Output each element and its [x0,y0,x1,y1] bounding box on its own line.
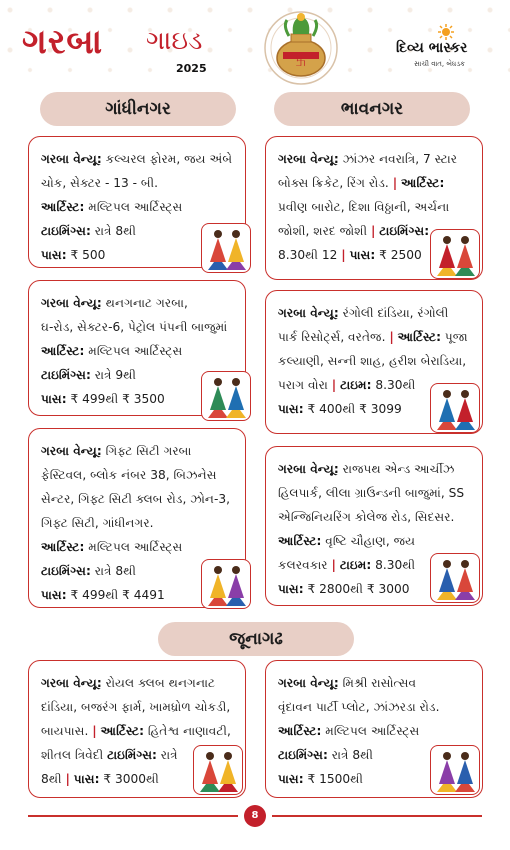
pass-label: પાસ: [349,248,376,262]
pass-label: પાસ: [73,772,100,786]
venue-card-gandhinagar-2 [28,280,246,416]
dancers-illustration [430,383,480,433]
timing-value: 8.30થી 12 [278,248,338,262]
venue-value-cont: બોક્સ ક્રિકેટ, રિંગ રોડ. [278,176,389,190]
time-value: 8.30થી [371,558,416,572]
time-label: ટાઇમ: [340,378,372,392]
separator: | [331,558,336,572]
timing-label: ટાઇમિંગ્સ: [41,368,91,382]
venue-card-gandhinagar-1 [28,136,246,268]
artist-value: મલ્ટિપલ આર્ટિસ્ટ્સ [84,540,183,554]
pass-value: ₹ 500 [66,248,106,262]
venue-card-text [41,291,227,411]
timing-label: ટાઇમિંગ્સ: [379,224,430,238]
artist-label: આર્ટિસ્ટ: [41,200,85,214]
pass-label: પાસ: [41,588,67,602]
venue-card-bhavnagar-3 [265,446,483,606]
venue-value-cont: વૃંદાવન પાર્ટી પ્લોટ, ઝાંઝરડા રોડ. [278,700,440,714]
timing-label: ટાઇમિંગ્સ: [41,564,91,578]
timing-value-cont: 8થી [41,772,62,786]
timing-value: રાત્રે 8થી [90,564,136,578]
artist-value-cont: કલરવકાર [278,558,328,572]
venue-value-cont: સેન્ટર, ગિફ્ટ સિટી ક્લબ રોડ, ઝોન-3, [41,492,231,506]
venue-value-cont: પાર્ક રિસોર્ટ્સ, વરતેજ. [278,330,386,344]
footer-divider-left [28,815,238,817]
artist-label: આર્ટિસ્ટ: [401,176,445,190]
artist-value: પૂજા [441,330,468,344]
venue-value: ગિફ્ટ સિટી ગરબા [101,444,192,458]
artist-value-cont: જોશી, શરદ જોશી [278,224,368,238]
timing-label: ટાઇમિંગ્સ: [278,748,328,762]
dancers-illustration [193,745,243,795]
artist-value-cont: શીતલ ત્રિવેદી [41,748,104,762]
pass-value: ₹ 2800થી ₹ 3000 [303,582,410,596]
venue-value: કલ્ચરલ ફોરમ, જય અંબે [101,152,233,166]
venue-value-cont: ચોક, સેક્ટર - 13 - બી. [41,176,159,190]
pass-value: ₹ 499થી ₹ 4491 [66,588,165,602]
header [0,0,510,86]
pass-value: ₹ 3000થી [99,772,159,786]
garbo-pot-icon [253,6,349,86]
pass-label: પાસ: [278,772,304,786]
separator: | [92,724,97,738]
venue-card-text [278,671,439,791]
artist-label: આર્ટિસ્ટ: [100,724,144,738]
artist-label: આર્ટિસ્ટ: [41,344,85,358]
svg-text:卐: 卐 [295,55,307,68]
venue-value: રાજપથ એન્ડ આર્ચીઝ [338,462,455,476]
pass-value: ₹ 2500 [375,248,422,262]
artist-value: મલ્ટિપલ આર્ટિસ્ટ્સ [84,344,183,358]
venue-card-junagadh-2 [265,660,483,798]
venue-value-cont: હિલપાર્ક, લીલા ગ્રાઉન્ડની બાજુમાં, SS [278,486,465,500]
dancers-illustration [201,223,251,273]
venue-value: રોયલ ક્લબ થનગનાટ [101,676,216,690]
artist-label: આર્ટિસ્ટ: [278,534,322,548]
venue-card-bhavnagar-1 [265,136,483,280]
venue-label: ગરબા વેન્યૂ: [41,296,102,310]
artist-label: આર્ટિસ્ટ: [278,724,322,738]
pass-label: પાસ: [41,392,67,406]
timing-value: રાત્રે 8થી [90,224,136,238]
venue-label: ગરબા વેન્યૂ: [41,676,102,690]
city-heading-gandhinagar: ગાંધીનગર [40,92,236,126]
artist-value: મલ્ટિપલ આર્ટિસ્ટ્સ [321,724,420,738]
venue-label: ગરબા વેન્યૂ: [278,462,339,476]
artist-value: વૃષ્ટિ ચૌહાણ, જય [321,534,416,548]
venue-card-gandhinagar-3 [28,428,246,608]
sun-logo-icon [438,24,454,40]
venue-value-cont: ફેસ્ટિવલ, બ્લોક નંબર 38, બિઝનેસ [41,468,217,482]
pass-label: પાસ: [278,402,304,416]
timing-value: રાત્રે 9થી [90,368,136,382]
city-heading-bhavnagar: ભાવનગર [274,92,470,126]
venue-label: ગરબા વેન્યૂ: [278,152,339,166]
brand-logo: દિવ્ય ભાસ્કર [396,40,468,56]
timing-value: રાત્રે 8થી [327,748,373,762]
title-garba: ગરબા [22,22,104,62]
artist-value: મલ્ટિપલ આર્ટિસ્ટ્સ [84,200,183,214]
dancers-illustration [201,559,251,609]
artist-value: પ્રવીણ બારોટ, દિશા વિઠ્ઠાની, અર્ચના [278,200,450,214]
venue-label: ગરબા વેન્યૂ: [41,152,102,166]
venue-value: મિશ્રી રાસોત્સવ [338,676,417,690]
venue-label: ગરબા વેન્યૂ: [41,444,102,458]
artist-value: હિતેશ્વ નાણાવટી, [143,724,231,738]
time-value: 8.30થી [371,378,416,392]
pass-value: ₹ 400થી ₹ 3099 [303,402,402,416]
timing-value: રાત્રે [156,748,178,762]
time-label: ટાઇમ: [339,558,372,572]
separator: | [392,176,398,190]
page-number: 8 [244,805,266,827]
separator: | [341,248,346,262]
dancers-illustration [201,371,251,421]
artist-value-cont: કલ્યાણી, સન્ની શાહ, હરીશ બેરાડિયા, [278,354,467,368]
dancers-illustration [430,229,480,279]
separator: | [65,772,70,786]
artist-value-cont: પરાગ વોરા [278,378,328,392]
venue-value: રંગોલી દાંડિયા, રંગોલી [338,306,449,320]
pass-value: ₹ 1500થી [303,772,364,786]
separator: | [389,330,394,344]
artist-label: આર્ટિસ્ટ: [397,330,442,344]
footer-divider-right [272,815,482,817]
venue-value-cont: ઘ-રોડ, સેક્ટર-6, પેટ્રોલ પંપની બાજુમાં [41,320,228,334]
dancers-illustration [430,553,480,603]
separator: | [370,224,376,238]
venue-card-junagadh-1 [28,660,246,798]
pass-label: પાસ: [278,582,304,596]
venue-value-cont: ગિફ્ટ સિટી, ગાંધીનગર. [41,516,154,530]
venue-label: ગરબા વેન્યૂ: [278,676,339,690]
pass-label: પાસ: [41,248,67,262]
separator: | [331,378,337,392]
venue-value: થનગનાટ ગરબા, [101,296,188,310]
dancers-illustration [430,745,480,795]
timing-label: ટાઇમિંગ્સ: [41,224,91,238]
timing-label: ટાઇમિંગ્સ: [107,748,157,762]
venue-label: ગરબા વેન્યૂ: [278,306,339,320]
venue-value-cont: બાયપાસ. [41,724,89,738]
city-heading-junagadh: જૂનાગઢ [158,622,354,656]
title-guide: ગાઇડ [146,26,203,56]
venue-value: ઝાંઝર નવરાત્રિ, 7 સ્ટાર [338,152,458,166]
venue-card-bhavnagar-2 [265,290,483,434]
venue-value-cont: દાંડિયા, બજરંગ ફાર્મ, ખામધ્રોળ ચોકડી, [41,700,231,714]
brand-tagline: સાચી વાત, બેધડક [414,60,465,68]
title-year: 2025 [176,62,207,75]
pass-value: ₹ 499થી ₹ 3500 [66,392,165,406]
artist-label: આર્ટિસ્ટ: [41,540,85,554]
venue-value-cont: એન્જિનિયરિંગ કોલેજ રોડ, સિદસર. [278,510,455,524]
